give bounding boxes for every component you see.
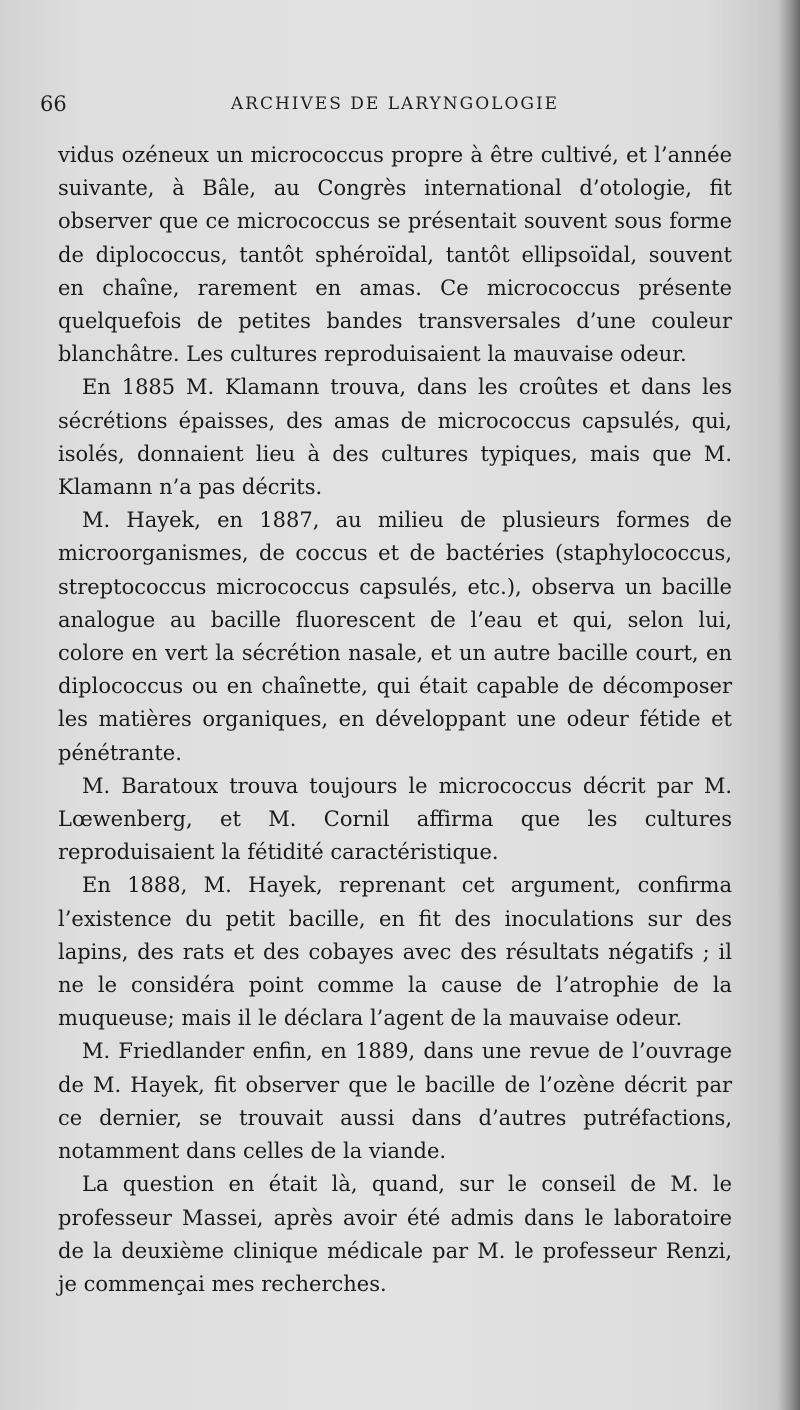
paragraph-recherches: La question en était là, quand, sur le conseil de M. le professeur Massei, après avoir été admis dans le laboratoire de la deuxième clinique médicale par M. le professeur Renzi, je commençai mes recherches. — [58, 1172, 732, 1296]
paragraph-klamann: En 1885 M. Klamann trouva, dans les croûtes et dans les sécrétions épaisses, des amas de micrococcus capsulés, qui, isolés, donnaient lieu à des cultures typiques, mais que M. Klamann n’a pas décrits. — [58, 375, 732, 500]
body-text — [58, 139, 732, 1301]
page-edge-shadow — [778, 0, 800, 1410]
paragraph-hayek-1887: M. Hayek, en 1887, au milieu de plusieurs formes de microorganismes, de coccus et de bactéries (staphylococcus, streptococcus micrococcus capsulés, etc.), observa un bacille analogue au bacille fluorescent de l’eau et qui, selon lui, colore en vert la sécrétion nasale, et un autre bacille court, en diplococcus ou en chaînette, qui était capable de décomposer les matières organiques, en développant une odeur fétide et pénétrante. — [58, 508, 732, 765]
running-title: ARCHIVES DE LARYNGOLOGIE — [230, 94, 560, 114]
paragraph-baratoux: M. Baratoux trouva toujours le micrococcus décrit par M. Lœwenberg, et M. Cornil affirma que les cultures reproduisaient la fétidité caractéristique. — [58, 773, 732, 865]
page-header — [40, 92, 750, 122]
paragraph-continuation: vidus ozéneux un micrococcus propre à être cultivé, et l’année suivante, à Bâle, au Congrès international d’otologie, fit observer que ce micrococcus se présentait souvent sous forme de diplococcus, tantôt sphéroïdal, tantôt ellipsoïdal, souvent en chaîne, rarement en amas. Ce micrococcus présente quelquefois de petites bandes transversales d’une couleur blanchâtre. Les cultures reproduisaient la mauvaise odeur. — [58, 143, 732, 367]
paragraph-friedlander: M. Friedlander enfin, en 1889, dans une revue de l’ouvrage de M. Hayek, fit observer que le bacille de l’ozène décrit par ce dernier, se trouvait aussi dans d’autres putréfactions, notamment dans celles de la viande. — [58, 1039, 732, 1164]
page-number: 66 — [40, 92, 67, 116]
paragraph-hayek-1888: En 1888, M. Hayek, reprenant cet argument, confirma l’existence du petit bacille, en fit des inoculations sur des lapins, des rats et des cobayes avec des résultats négatifs ; il ne le considéra point comme la cause de l’atrophie de la muqueuse; mais il le déclara l’agent de la mauvaise odeur. — [58, 873, 732, 1031]
